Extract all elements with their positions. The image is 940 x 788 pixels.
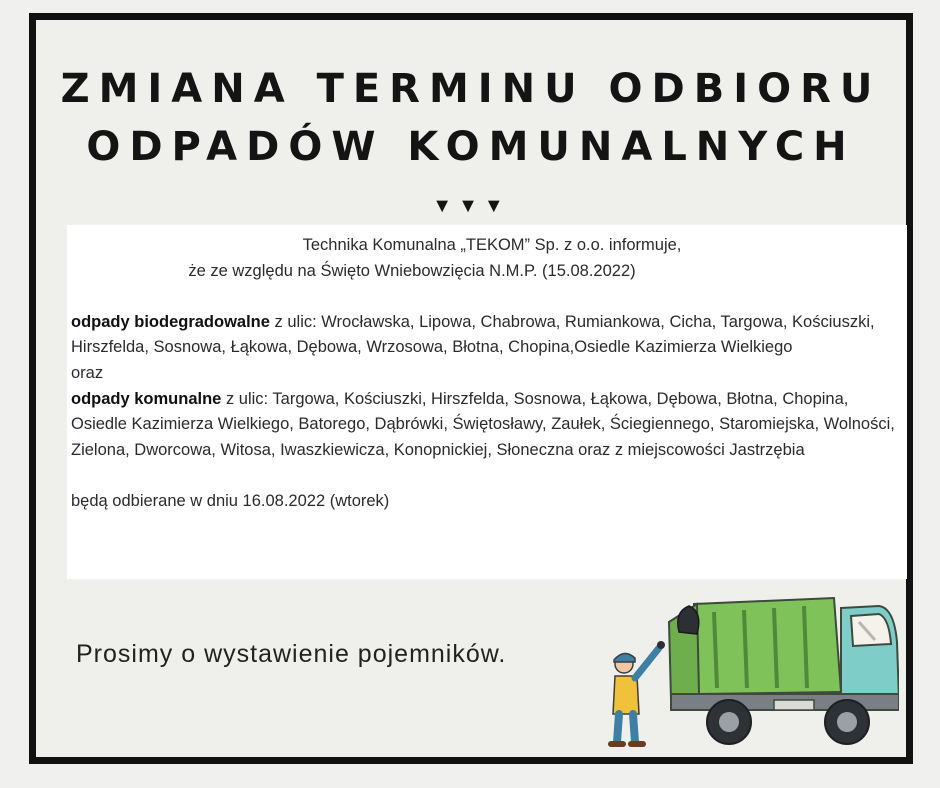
bio-paragraph [71, 310, 903, 361]
poster-frame [29, 13, 913, 764]
oraz-text: oraz [71, 363, 104, 382]
truck-icon [669, 598, 899, 744]
closing-text: będą odbierane w dniu 16.08.2022 (wtorek) [71, 491, 390, 510]
garbage-truck-with-worker-icon [579, 582, 899, 752]
title-line-2: ODPADÓW KOMUNALNYCH [86, 124, 856, 170]
down-arrows-icon: ▼▼▼ [432, 195, 510, 217]
communal-streets: z ulic: Targowa, Kościuszki, Hirszfelda, Sosnowa, Łąkowa, Dębowa, Błotna, Chopina, Osiedle Kazimierza Wielkiego, Batorego, Dąbrówki, Świętosławy, Zaułek, Ściegiennego, Staromiejska, Wolności, Zielona, Dworcowa, Witosa, Iwaszkiewicza, Konopnickiej, Słoneczna oraz z miejscowości Jastrzębia [71, 389, 895, 459]
bio-label: odpady biodegradowalne [71, 312, 270, 331]
call-to-action: Prosimy o wystawienie pojemników. [76, 640, 507, 668]
title-line-1: ZMIANA TERMINU ODBIORU [60, 66, 882, 112]
communal-paragraph [71, 387, 903, 464]
worker-icon [611, 641, 665, 744]
poster-title [36, 60, 906, 176]
spacer [71, 284, 903, 310]
spacer [71, 463, 903, 489]
communal-label: odpady komunalne [71, 389, 222, 408]
notice-box [67, 225, 907, 579]
intro-line-2: że ze względu na Święto Wniebowzięcia N.M.P. (15.08.2022) [188, 261, 636, 280]
bio-streets: z ulic: Wrocławska, Lipowa, Chabrowa, Rumiankowa, Cicha, Targowa, Kościuszki, Hirszfelda, Sosnowa, Łąkowa, Dębowa, Wrzosowa, Błotna, Chopina,Osiedle Kazimierza Wielkiego [71, 312, 875, 357]
intro-line-1: Technika Komunalna „TEKOM” Sp. z o.o. informuje, [302, 236, 682, 254]
